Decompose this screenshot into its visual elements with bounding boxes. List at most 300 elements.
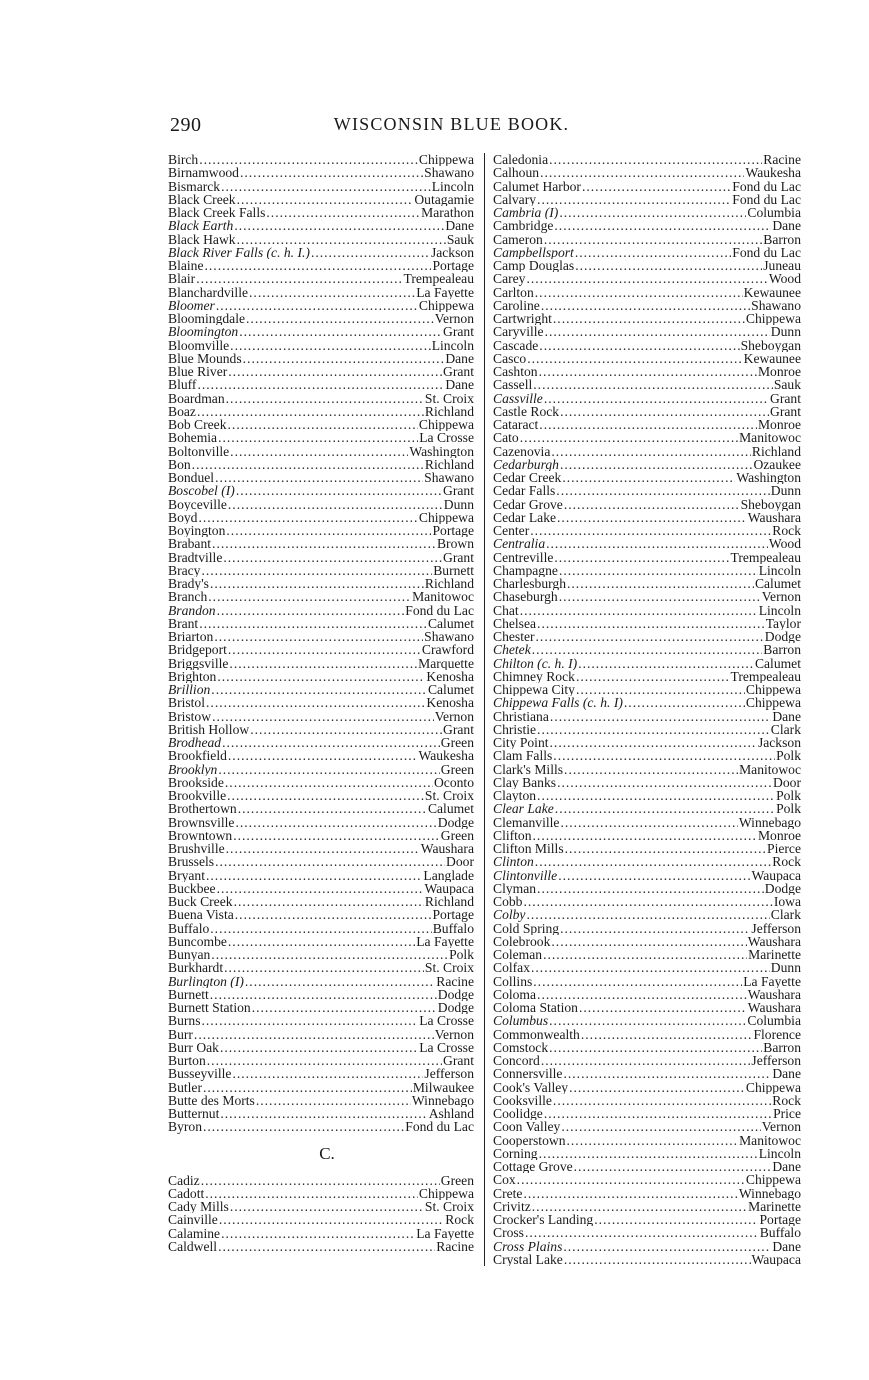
gazetteer-entry — [168, 286, 474, 299]
dot-leader — [543, 948, 747, 961]
dot-leader — [234, 895, 424, 908]
county-name: Lincoln — [431, 338, 474, 352]
dot-leader — [561, 1120, 760, 1133]
gazetteer-entry — [168, 577, 474, 590]
county-name: Juneau — [763, 259, 801, 273]
place-name: Concord — [493, 1054, 540, 1068]
dot-leader — [215, 471, 423, 484]
place-name: Bismarck — [168, 179, 221, 193]
county-name: Jefferson — [424, 1067, 474, 1081]
county-name: Trempealeau — [730, 550, 801, 564]
place-name: Birnamwood — [168, 166, 239, 180]
county-name: Portage — [432, 908, 474, 922]
place-name: Blaine — [168, 259, 204, 273]
county-name: Calumet — [427, 683, 474, 697]
dot-leader — [233, 829, 440, 842]
gazetteer-entry — [168, 312, 474, 325]
place-name: Brabant — [168, 537, 212, 551]
dot-leader — [520, 604, 758, 617]
county-name: Shawano — [751, 298, 801, 312]
gazetteer-entry — [168, 524, 474, 537]
dot-leader — [206, 869, 422, 882]
place-name: Bloomer — [168, 298, 215, 312]
place-name: Bloomingdale — [168, 312, 246, 326]
gazetteer-entry — [493, 219, 801, 232]
gazetteer-entry — [168, 1187, 474, 1200]
county-name: Waupaca — [424, 881, 474, 895]
gazetteer-entry — [493, 246, 801, 259]
county-name: Kenosha — [426, 696, 474, 710]
dot-leader — [564, 763, 738, 776]
dot-leader — [192, 458, 424, 471]
gazetteer-entry — [168, 829, 474, 842]
place-name: Chilton (c. h. I) — [493, 656, 578, 670]
gazetteer-entry — [493, 670, 801, 683]
place-name: Crivitz — [493, 1199, 531, 1213]
place-name: Buncombe — [168, 934, 227, 948]
gazetteer-entry — [168, 1041, 474, 1054]
place-name: Corning — [493, 1146, 538, 1160]
county-name: Chippewa — [745, 312, 801, 326]
county-name: Buffalo — [759, 1226, 801, 1240]
county-name: Rock — [772, 855, 801, 869]
dot-leader — [559, 564, 758, 577]
gazetteer-entry — [168, 418, 474, 431]
dot-leader — [559, 590, 761, 603]
county-name: Barron — [763, 643, 801, 657]
dot-leader — [535, 286, 743, 299]
dot-leader — [311, 246, 430, 259]
county-name: Chippewa — [745, 683, 801, 697]
place-name: Coloma — [493, 987, 537, 1001]
place-name: Clifton — [493, 828, 532, 842]
county-name: La Fayette — [416, 934, 474, 948]
gazetteer-entry — [493, 272, 801, 285]
place-name: Carlton — [493, 285, 534, 299]
place-name: Clayton — [493, 789, 537, 803]
county-name: Clark — [770, 908, 801, 922]
place-name: Cooperstown — [493, 1133, 566, 1147]
place-name: Burkhardt — [168, 961, 224, 975]
county-name: Grant — [770, 404, 801, 418]
dot-leader — [549, 153, 762, 166]
dot-leader — [228, 365, 442, 378]
gazetteer-entry — [168, 908, 474, 921]
county-name: Fond du Lac — [732, 245, 801, 259]
county-name: Sauk — [446, 232, 474, 246]
gazetteer-entry — [168, 233, 474, 246]
gazetteer-entry — [168, 590, 474, 603]
gazetteer-entry — [493, 1213, 801, 1226]
gazetteer-entry — [493, 1226, 801, 1239]
county-name: Waupaca — [751, 1252, 801, 1266]
county-name: Jefferson — [751, 1054, 801, 1068]
dot-leader — [215, 855, 445, 868]
county-name: Taylor — [765, 616, 801, 630]
place-name: Brillion — [168, 683, 211, 697]
dot-leader — [217, 604, 405, 617]
place-name: Caledonia — [493, 153, 549, 167]
dot-leader — [559, 206, 746, 219]
county-name: Grant — [443, 722, 474, 736]
dot-leader — [237, 193, 414, 206]
county-name: La Crosse — [419, 1040, 474, 1054]
place-name: Clyman — [493, 881, 537, 895]
gazetteer-entry — [493, 445, 801, 458]
place-name: Blair — [168, 272, 196, 286]
place-name: Birch — [168, 153, 199, 167]
place-name: Blanchardville — [168, 285, 249, 299]
dot-leader — [532, 1200, 747, 1213]
gazetteer-entry — [493, 1028, 801, 1041]
county-name: Vernon — [761, 1120, 801, 1134]
gazetteer-entry — [168, 1213, 474, 1226]
county-name: Portage — [432, 524, 474, 538]
dot-leader — [218, 763, 439, 776]
gazetteer-entry — [493, 776, 801, 789]
dot-leader — [199, 153, 418, 166]
place-name: Brady's — [168, 577, 209, 591]
place-name: Busseyville — [168, 1067, 232, 1081]
dot-leader — [523, 1187, 737, 1200]
gazetteer-entry — [493, 657, 801, 670]
county-name: Richland — [424, 404, 474, 418]
dot-leader — [222, 736, 440, 749]
place-name: Cox — [493, 1173, 516, 1187]
gazetteer-entry — [168, 670, 474, 683]
county-name: Ashland — [428, 1107, 474, 1121]
dot-leader — [550, 736, 757, 749]
place-name: Boyd — [168, 510, 198, 524]
county-name: Dane — [772, 1160, 801, 1174]
county-name: Rock — [445, 1213, 474, 1227]
gazetteer-entry — [493, 895, 801, 908]
gazetteer-entry — [493, 882, 801, 895]
place-name: British Hollow — [168, 722, 250, 736]
place-name: Boardman — [168, 391, 225, 405]
dot-leader — [549, 1014, 746, 1027]
place-name: Cascade — [493, 338, 539, 352]
dot-leader — [520, 431, 738, 444]
county-name: Washington — [409, 444, 474, 458]
dot-leader — [211, 948, 448, 961]
place-name: Cross Plains — [493, 1239, 563, 1253]
county-name: Trempealeau — [403, 272, 474, 286]
county-name: Chippewa — [418, 298, 474, 312]
place-name: Butternut — [168, 1107, 220, 1121]
place-name: Burnett — [168, 987, 209, 1001]
dot-leader — [563, 1067, 771, 1080]
place-name: Columbus — [493, 1014, 549, 1028]
place-name: Cook's Valley — [493, 1080, 569, 1094]
gazetteer-entry — [493, 431, 801, 444]
place-name: Cottage Grove — [493, 1160, 573, 1174]
gazetteer-entry — [168, 537, 474, 550]
county-name: Dunn — [770, 325, 801, 339]
dot-leader — [526, 908, 769, 921]
county-name: Chippewa — [418, 510, 474, 524]
place-name: Butler — [168, 1080, 202, 1094]
place-name: Byron — [168, 1120, 202, 1134]
place-name: Crete — [493, 1186, 523, 1200]
place-name: Buckbee — [168, 881, 216, 895]
place-name: Cedar Grove — [493, 497, 563, 511]
gazetteer-entry — [493, 590, 801, 603]
gazetteer-entry — [493, 405, 801, 418]
county-name: Burnett — [433, 563, 474, 577]
dot-leader — [531, 961, 770, 974]
gazetteer-entry — [493, 908, 801, 921]
dot-leader — [239, 325, 442, 338]
gazetteer-entry — [493, 1147, 801, 1160]
gazetteer-entry — [493, 325, 801, 338]
county-name: Polk — [776, 749, 801, 763]
county-name: Waukesha — [418, 749, 474, 763]
dot-leader — [235, 908, 432, 921]
place-name: Bristow — [168, 709, 212, 723]
county-name: Racine — [436, 974, 474, 988]
entries-c-continued-list — [493, 153, 801, 1266]
dot-leader — [560, 458, 752, 471]
place-name: Cambridge — [493, 219, 554, 233]
dot-leader — [203, 1120, 404, 1133]
gazetteer-entry — [168, 1227, 474, 1240]
dot-leader — [553, 749, 775, 762]
gazetteer-entry — [168, 922, 474, 935]
dot-leader — [578, 657, 754, 670]
gazetteer-entry — [493, 749, 801, 762]
place-name: Colby — [493, 908, 526, 922]
dot-leader — [252, 1001, 437, 1014]
place-name: Bridgeport — [168, 643, 227, 657]
dot-leader — [537, 617, 765, 630]
gazetteer-entry — [168, 816, 474, 829]
dot-leader — [541, 299, 750, 312]
place-name: Calumet Harbor — [493, 179, 581, 193]
gazetteer-entry — [493, 511, 801, 524]
gazetteer-entry — [168, 882, 474, 895]
dot-leader — [225, 776, 433, 789]
county-name: Waushara — [747, 510, 801, 524]
place-name: Charlesburgh — [493, 577, 566, 591]
place-name: Butte des Morts — [168, 1093, 255, 1107]
dot-leader — [546, 537, 768, 550]
dot-leader — [230, 339, 431, 352]
place-name: Chaseburgh — [493, 590, 558, 604]
county-name: Chippewa — [745, 1080, 801, 1094]
dot-leader — [560, 922, 750, 935]
county-name: Dane — [445, 378, 474, 392]
place-name: Cedarburgh — [493, 457, 559, 471]
county-name: Racine — [763, 153, 801, 167]
dot-leader — [232, 1067, 423, 1080]
county-name: Columbia — [747, 206, 801, 220]
dot-leader — [535, 855, 772, 868]
dot-leader — [541, 1054, 751, 1067]
gazetteer-entry — [493, 617, 801, 630]
gazetteer-entry — [168, 763, 474, 776]
place-name: Chippewa Falls (c. h. I) — [493, 696, 623, 710]
county-name: Jefferson — [751, 921, 801, 935]
dot-leader — [201, 1014, 418, 1027]
place-name: Bracy — [168, 563, 201, 577]
place-name: Christiana — [493, 709, 549, 723]
place-name: Brant — [168, 616, 199, 630]
dot-leader — [537, 723, 770, 736]
gazetteer-entry — [493, 1107, 801, 1120]
gazetteer-entry — [168, 551, 474, 564]
place-name: Brooklyn — [168, 762, 218, 776]
gazetteer-entry — [168, 339, 474, 352]
gazetteer-entry — [493, 233, 801, 246]
place-name: Burns — [168, 1014, 201, 1028]
place-name: City Point — [493, 736, 549, 750]
dot-leader — [556, 484, 769, 497]
dot-leader — [557, 511, 747, 524]
dot-leader — [575, 259, 762, 272]
gazetteer-entry — [168, 206, 474, 219]
gazetteer-entry — [493, 1253, 801, 1266]
county-name: Florence — [753, 1027, 801, 1041]
gazetteer-entry — [168, 246, 474, 259]
gazetteer-entry — [493, 842, 801, 855]
place-name: Brookfield — [168, 749, 227, 763]
place-name: Clintonville — [493, 868, 558, 882]
dot-leader — [564, 498, 740, 511]
county-name: La Crosse — [419, 1014, 474, 1028]
county-name: Racine — [436, 1239, 474, 1253]
gazetteer-entry — [493, 299, 801, 312]
gazetteer-entry — [493, 630, 801, 643]
gazetteer-entry — [493, 763, 801, 776]
place-name: Clark's Mills — [493, 762, 564, 776]
dot-leader — [228, 749, 418, 762]
gazetteer-entry — [493, 193, 801, 206]
gazetteer-entry — [168, 696, 474, 709]
place-name: Cadiz — [168, 1173, 200, 1187]
place-name: Briggsville — [168, 656, 229, 670]
dot-leader — [537, 988, 747, 1001]
gazetteer-entry — [493, 1041, 801, 1054]
county-name: Polk — [449, 948, 474, 962]
gazetteer-entry — [168, 975, 474, 988]
gazetteer-entry — [168, 219, 474, 232]
gazetteer-entry — [493, 922, 801, 935]
place-name: Carey — [493, 272, 526, 286]
gazetteer-entry — [168, 259, 474, 272]
gazetteer-entry — [493, 604, 801, 617]
county-name: Dodge — [764, 881, 801, 895]
gazetteer-entry — [168, 935, 474, 948]
place-name: Boyceville — [168, 497, 227, 511]
gazetteer-entry — [168, 325, 474, 338]
dot-leader — [197, 378, 444, 391]
dot-leader — [562, 471, 735, 484]
dot-leader — [539, 339, 739, 352]
county-name: Kewaunee — [743, 285, 801, 299]
gazetteer-entry — [168, 604, 474, 617]
county-name: Vernon — [434, 1027, 474, 1041]
county-name: Manitowoc — [739, 1133, 801, 1147]
place-name: Crystal Lake — [493, 1252, 563, 1266]
place-name: Collins — [493, 974, 533, 988]
place-name: Black River Falls (c. h. I.) — [168, 245, 310, 259]
gazetteer-entry — [493, 352, 801, 365]
gazetteer-entry — [168, 736, 474, 749]
dot-leader — [551, 935, 746, 948]
dot-leader — [545, 325, 770, 338]
dot-leader — [575, 246, 731, 259]
gazetteer-entry — [168, 869, 474, 882]
entries-c-list — [168, 1174, 474, 1254]
dot-leader — [212, 710, 434, 723]
dot-leader — [581, 1028, 753, 1041]
dot-leader — [243, 352, 445, 365]
place-name: Bristol — [168, 696, 206, 710]
dot-leader — [539, 418, 757, 431]
dot-leader — [214, 630, 423, 643]
dot-leader — [226, 392, 424, 405]
dot-leader — [205, 259, 432, 272]
dot-leader — [201, 564, 432, 577]
dot-leader — [530, 524, 771, 537]
gazetteer-entry — [168, 458, 474, 471]
place-name: Bluff — [168, 378, 197, 392]
place-name: Champagne — [493, 563, 558, 577]
gazetteer-entry — [493, 855, 801, 868]
dot-leader — [226, 524, 431, 537]
gazetteer-entry — [168, 1200, 474, 1213]
dot-leader — [240, 166, 423, 179]
gazetteer-entry — [493, 1160, 801, 1173]
gazetteer-entry — [493, 1173, 801, 1186]
county-name: Winnebago — [411, 1093, 474, 1107]
place-name: Coolidge — [493, 1107, 543, 1121]
county-name: Richland — [424, 577, 474, 591]
place-name: Brushville — [168, 842, 225, 856]
dot-leader — [194, 1028, 434, 1041]
county-name: Dane — [445, 219, 474, 233]
dot-leader — [205, 1187, 418, 1200]
gazetteer-entry — [493, 935, 801, 948]
dot-leader — [537, 789, 775, 802]
dot-leader — [567, 1134, 739, 1147]
gazetteer-entry — [168, 431, 474, 444]
place-name: Chat — [493, 603, 519, 617]
county-name: Columbia — [747, 1014, 801, 1028]
section-heading-c: C. — [319, 1143, 335, 1163]
gazetteer-entry — [493, 312, 801, 325]
gazetteer-entry — [493, 577, 801, 590]
gazetteer-entry — [493, 1187, 801, 1200]
dot-leader — [230, 1200, 424, 1213]
county-name: Monroe — [757, 418, 801, 432]
place-name: Burton — [168, 1054, 206, 1068]
place-name: Cadott — [168, 1186, 205, 1200]
dot-leader — [569, 1081, 745, 1094]
dot-leader — [527, 352, 742, 365]
gazetteer-entry — [493, 259, 801, 272]
gazetteer-entry — [493, 418, 801, 431]
place-name: Cartwright — [493, 312, 552, 326]
dot-leader — [227, 789, 424, 802]
gazetteer-entry — [493, 551, 801, 564]
gazetteer-entry — [168, 657, 474, 670]
gazetteer-entry — [168, 1107, 474, 1120]
place-name: Cato — [493, 431, 519, 445]
county-name: Monroe — [757, 365, 801, 379]
county-name: Fond du Lac — [732, 192, 801, 206]
